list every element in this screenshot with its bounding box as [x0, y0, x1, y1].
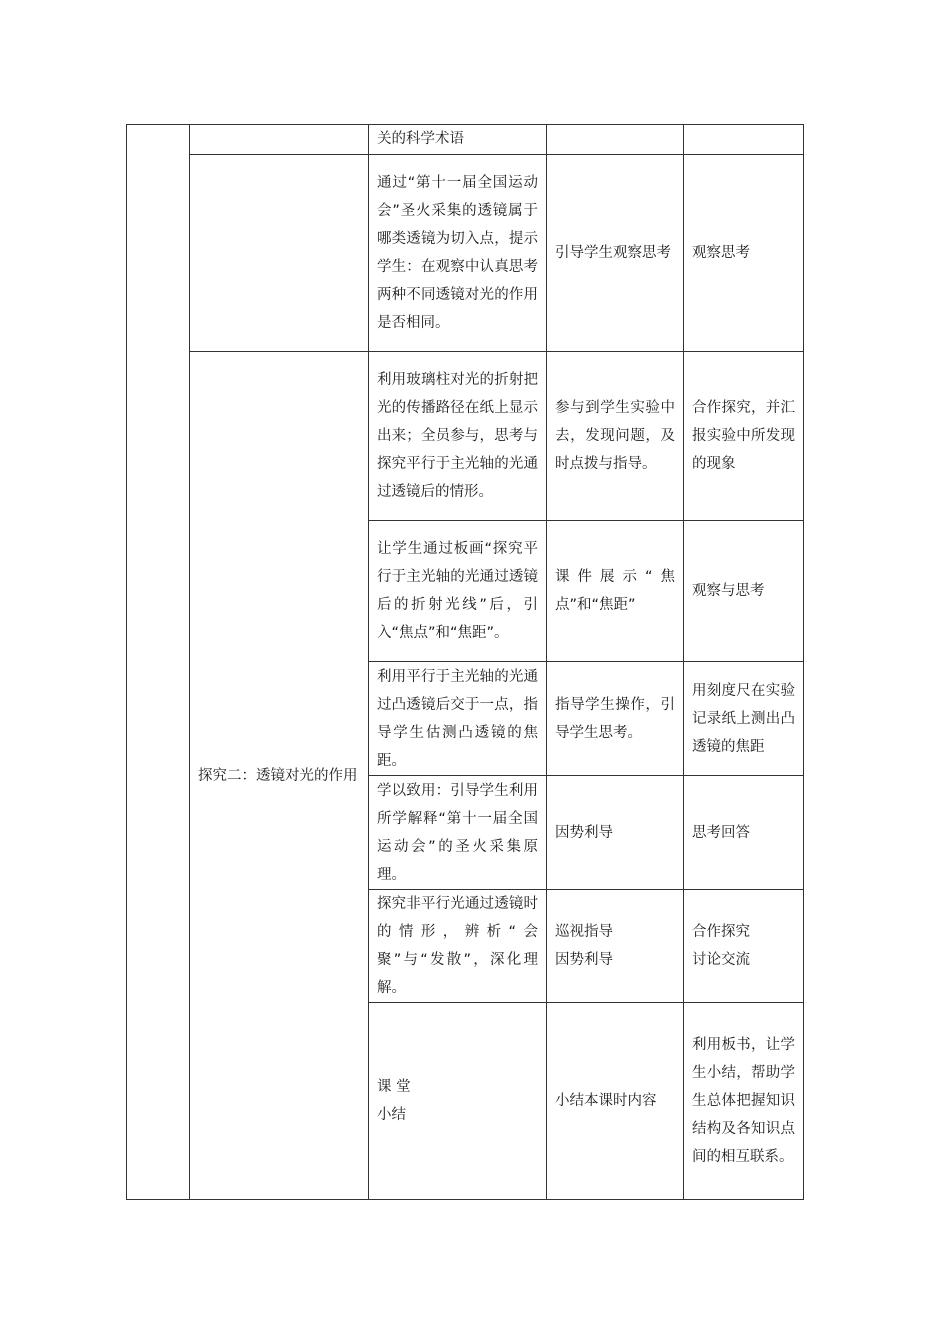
topic-cell — [190, 125, 369, 155]
method-cell: 通过“第十一届全国运动会”圣火采集的透镜属于哪类透镜为切入点，提示学生：在观察中认真思考两种不同透镜对光的作用是否相同。 — [369, 155, 547, 352]
table-row — [127, 352, 804, 521]
student-activity-cell: 观察思考 — [684, 155, 804, 352]
teacher-activity-cell: 巡视指导 因势利导 — [547, 890, 684, 1003]
teacher-activity-cell — [547, 125, 684, 155]
method-cell: 让学生通过板画“探究平行于主光轴的光通过透镜后的折射光线”后，引入“焦点”和“焦距”。 — [369, 521, 547, 662]
student-activity-cell: 用刻度尺在实验记录纸上测出凸透镜的焦距 — [684, 662, 804, 776]
student-activity-cell: 思考回答 — [684, 776, 804, 890]
teacher-activity-cell: 因势利导 — [547, 776, 684, 890]
student-activity-cell: 合作探究，并汇报实验中所发现的现象 — [684, 352, 804, 521]
stage-cell-summary: 课 堂 小结 — [369, 1003, 547, 1200]
student-activity-cell: 合作探究 讨论交流 — [684, 890, 804, 1003]
student-activity-cell: 观察与思考 — [684, 521, 804, 662]
method-cell: 利用玻璃柱对光的折射把光的传播路径在纸上显示出来；全员参与，思考与探究平行于主光轴的光通过透镜后的情形。 — [369, 352, 547, 521]
stage-cell — [127, 125, 190, 1200]
teacher-activity-cell: 课件展示“焦点”和“焦距” — [547, 521, 684, 662]
topic-cell — [190, 155, 369, 352]
student-activity-cell — [684, 125, 804, 155]
method-cell: 学以致用：引导学生利用所学解释“第十一届全国运动会”的圣火采集原理。 — [369, 776, 547, 890]
method-cell: 探究非平行光通过透镜时的情形，辨析“会聚”与“发散”，深化理解。 — [369, 890, 547, 1003]
teacher-activity-cell: 引导学生观察思考 — [547, 155, 684, 352]
topic-cell-summary: 小结本课时内容 — [547, 1003, 684, 1200]
method-cell: 利用板书，让学生小结，帮助学生总体把握知识结构及各知识点间的相互联系。 — [684, 1003, 804, 1200]
lesson-plan-table — [126, 124, 804, 1200]
teacher-activity-cell: 指导学生操作，引导学生思考。 — [547, 662, 684, 776]
table-row — [127, 155, 804, 352]
method-cell: 利用平行于主光轴的光通过凸透镜后交于一点，指导学生估测凸透镜的焦距。 — [369, 662, 547, 776]
table-row — [127, 125, 804, 155]
method-cell: 关的科学术语 — [369, 125, 547, 155]
topic-cell-explore2: 探究二：透镜对光的作用 — [190, 352, 369, 1200]
teacher-activity-cell: 参与到学生实验中去，发现问题，及时点拨与指导。 — [547, 352, 684, 521]
